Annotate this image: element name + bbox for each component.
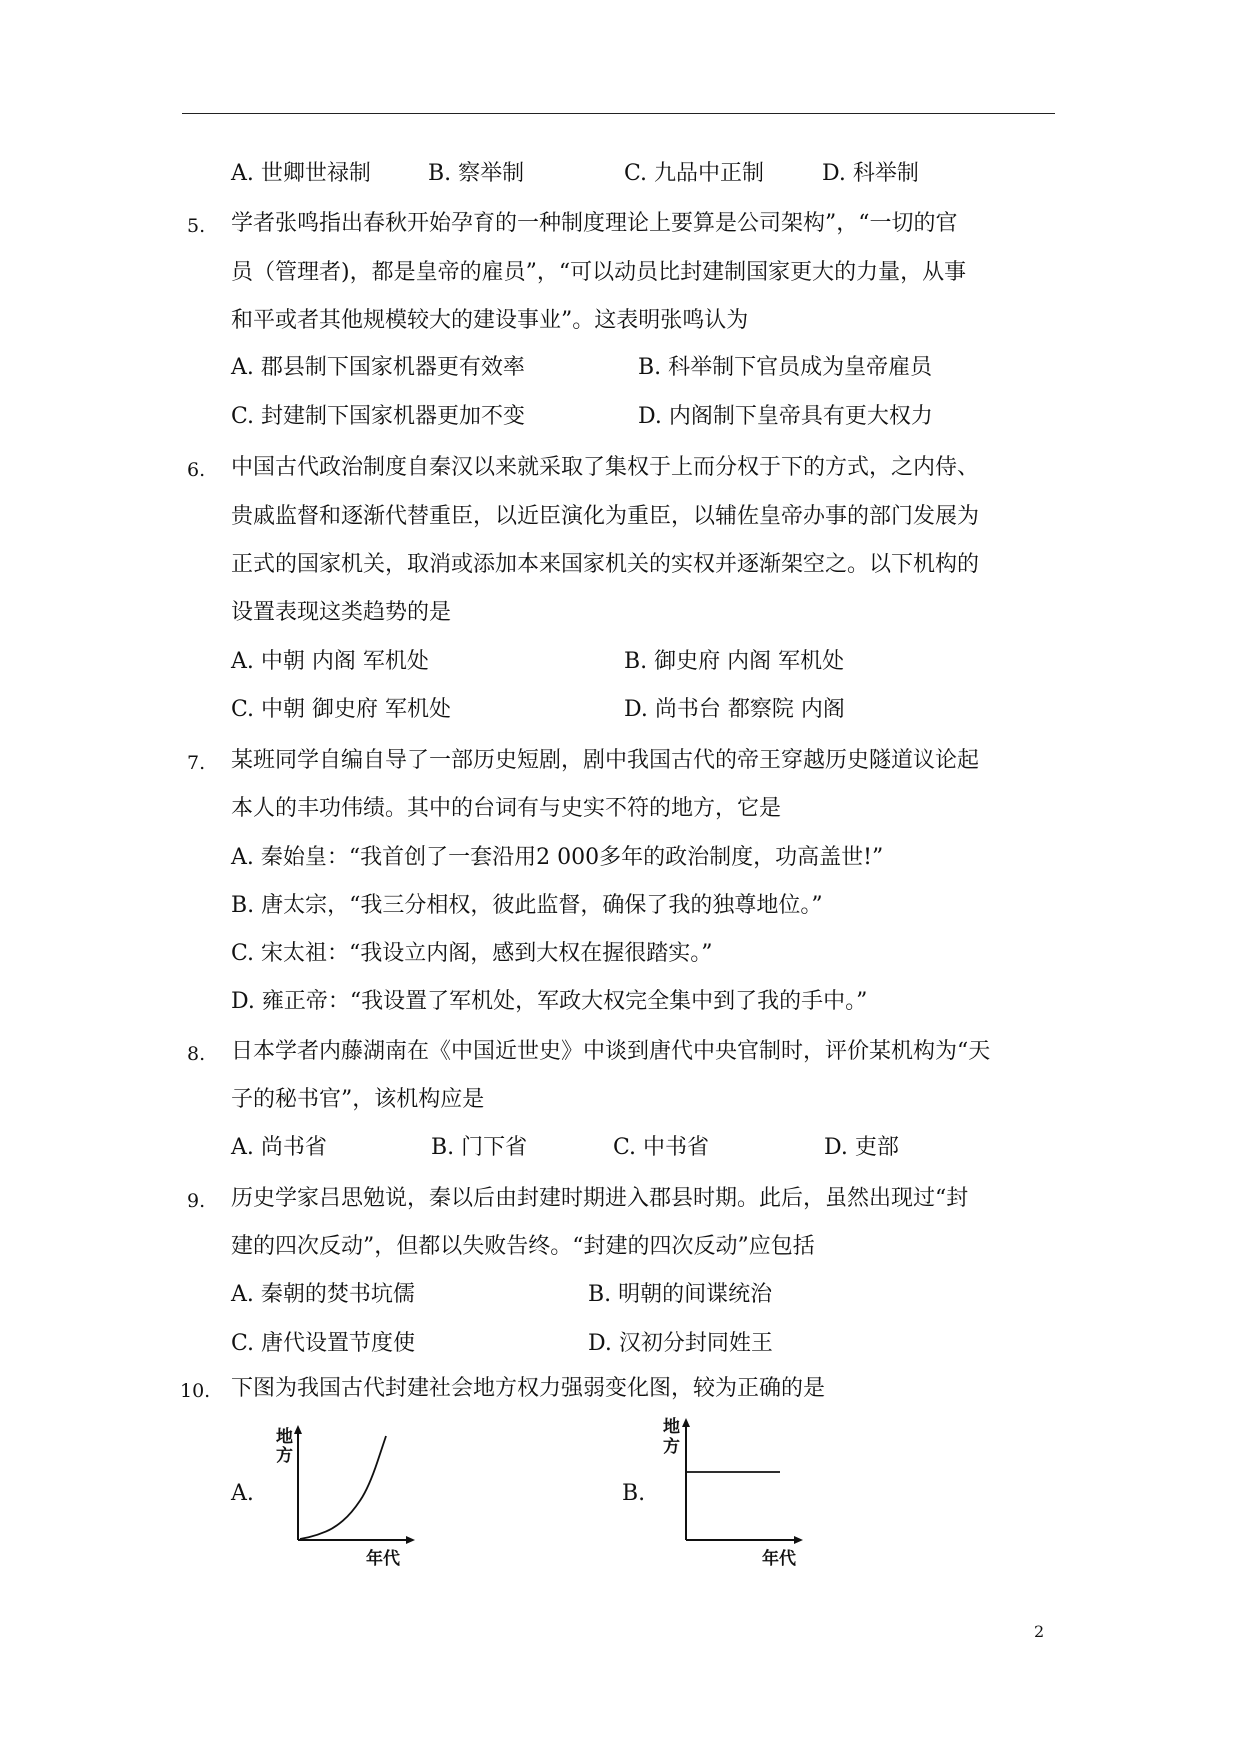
chart-a-ylabel-2: 方 [276, 1446, 293, 1466]
q10-line-1: 下图为我国古代封建社会地方权力强弱变化图，较为正确的是 [231, 1376, 826, 1401]
q5-number: 5. [187, 215, 206, 237]
q8-option-a: A. 尚书省 [231, 1135, 327, 1160]
q9-number: 9. [187, 1190, 206, 1212]
chart-b-ylabel-2: 方 [663, 1437, 680, 1457]
q9-option-a: A. 秦朝的焚书坑儒 [231, 1282, 415, 1307]
chart-a-y-arrow [294, 1425, 302, 1434]
q6-line-4: 设置表现这类趋势的是 [231, 600, 452, 625]
q5-option-d: D. 内阁制下皇帝具有更大权力 [638, 404, 933, 429]
q7-option-a: A. 秦始皇：“我首创了一套沿用2 000多年的政治制度，功高盖世!” [231, 845, 884, 870]
q5-option-c: C. 封建制下国家机器更加不变 [231, 404, 526, 429]
q7-line-2: 本人的丰功伟绩。其中的台词有与史实不符的地方，它是 [231, 796, 782, 821]
chart-a [268, 1418, 438, 1568]
chart-a-xlabel: 年代 [366, 1549, 400, 1568]
q9-line-2: 建的四次反动”，但都以失败告终。“封建的四次反动”应包括 [231, 1234, 815, 1259]
q6-option-b: B. 御史府 内阁 军机处 [624, 649, 845, 674]
chart-b-xlabel: 年代 [762, 1549, 796, 1568]
header-rule [182, 113, 1055, 114]
q4-option-b: B. 察举制 [428, 161, 525, 186]
q8-option-b: B. 门下省 [431, 1135, 528, 1160]
q6-number: 6. [187, 459, 206, 481]
q5-line-2: 员（管理者)，都是皇帝的雇员”，“可以动员比封建制国家更大的力量，从事 [231, 260, 967, 285]
q6-option-c: C. 中朝 御史府 军机处 [231, 697, 452, 722]
q10-option-b-label: B. [622, 1481, 646, 1506]
q9-option-d: D. 汉初分封同姓王 [588, 1331, 773, 1356]
q8-number: 8. [187, 1043, 206, 1065]
q8-line-2: 子的秘书官”，该机构应是 [231, 1087, 485, 1112]
chart-b-x-arrow [794, 1536, 803, 1544]
q7-option-c: C. 宋太祖：“我设立内阁，感到大权在握很踏实。” [231, 941, 713, 966]
chart-a-series-line [300, 1436, 386, 1539]
q9-line-1: 历史学家吕思勉说，秦以后由封建时期进入郡县时期。此后，虽然出现过“封 [231, 1186, 969, 1211]
chart-a-ylabel-1: 地 [276, 1427, 293, 1447]
q7-line-1: 某班同学自编自导了一部历史短剧，剧中我国古代的帝王穿越历史隧道议论起 [231, 748, 980, 773]
page-number: 2 [1034, 1622, 1045, 1641]
q8-line-1: 日本学者内藤湖南在《中国近世史》中谈到唐代中央官制时，评价某机构为“天 [231, 1039, 991, 1064]
q7-option-d: D. 雍正帝：“我设置了军机处，军政大权完全集中到了我的手中。” [231, 989, 868, 1014]
chart-b [658, 1412, 828, 1568]
q5-option-a: A. 郡县制下国家机器更有效率 [231, 355, 525, 380]
q7-number: 7. [187, 752, 206, 774]
q8-option-d: D. 吏部 [824, 1135, 899, 1160]
q9-option-b: B. 明朝的间谍统治 [588, 1282, 773, 1307]
q10-option-a-label: A. [231, 1481, 254, 1506]
q5-line-1: 学者张鸣指出春秋开始孕育的一种制度理论上要算是公司架构”，“一切的官 [231, 211, 958, 236]
q5-line-3: 和平或者其他规模较大的建设事业”。这表明张鸣认为 [231, 308, 749, 333]
q9-option-c: C. 唐代设置节度使 [231, 1331, 416, 1356]
chart-b-ylabel-1: 地 [663, 1417, 680, 1437]
q4-option-a: A. 世卿世禄制 [231, 161, 371, 186]
q6-line-2: 贵戚监督和逐渐代替重臣，以近臣演化为重臣，以辅佐皇帝办事的部门发展为 [231, 504, 980, 529]
q7-option-b: B. 唐太宗，“我三分相权，彼此监督，确保了我的独尊地位。” [231, 893, 823, 918]
q6-line-1: 中国古代政治制度自秦汉以来就采取了集权于上而分权于下的方式，之内侍、 [231, 455, 980, 480]
chart-a-x-arrow [406, 1536, 415, 1544]
q4-option-c: C. 九品中正制 [624, 161, 765, 186]
q8-option-c: C. 中书省 [613, 1135, 710, 1160]
chart-b-y-arrow [682, 1418, 690, 1427]
q6-line-3: 正式的国家机关，取消或添加本来国家机关的实权并逐渐架空之。以下机构的 [231, 552, 980, 577]
q6-option-a: A. 中朝 内阁 军机处 [231, 649, 429, 674]
q6-option-d: D. 尚书台 都察院 内阁 [624, 697, 845, 722]
q5-option-b: B. 科举制下官员成为皇帝雇员 [638, 355, 933, 380]
q4-option-d: D. 科举制 [822, 161, 919, 186]
q10-number: 10. [180, 1380, 211, 1402]
